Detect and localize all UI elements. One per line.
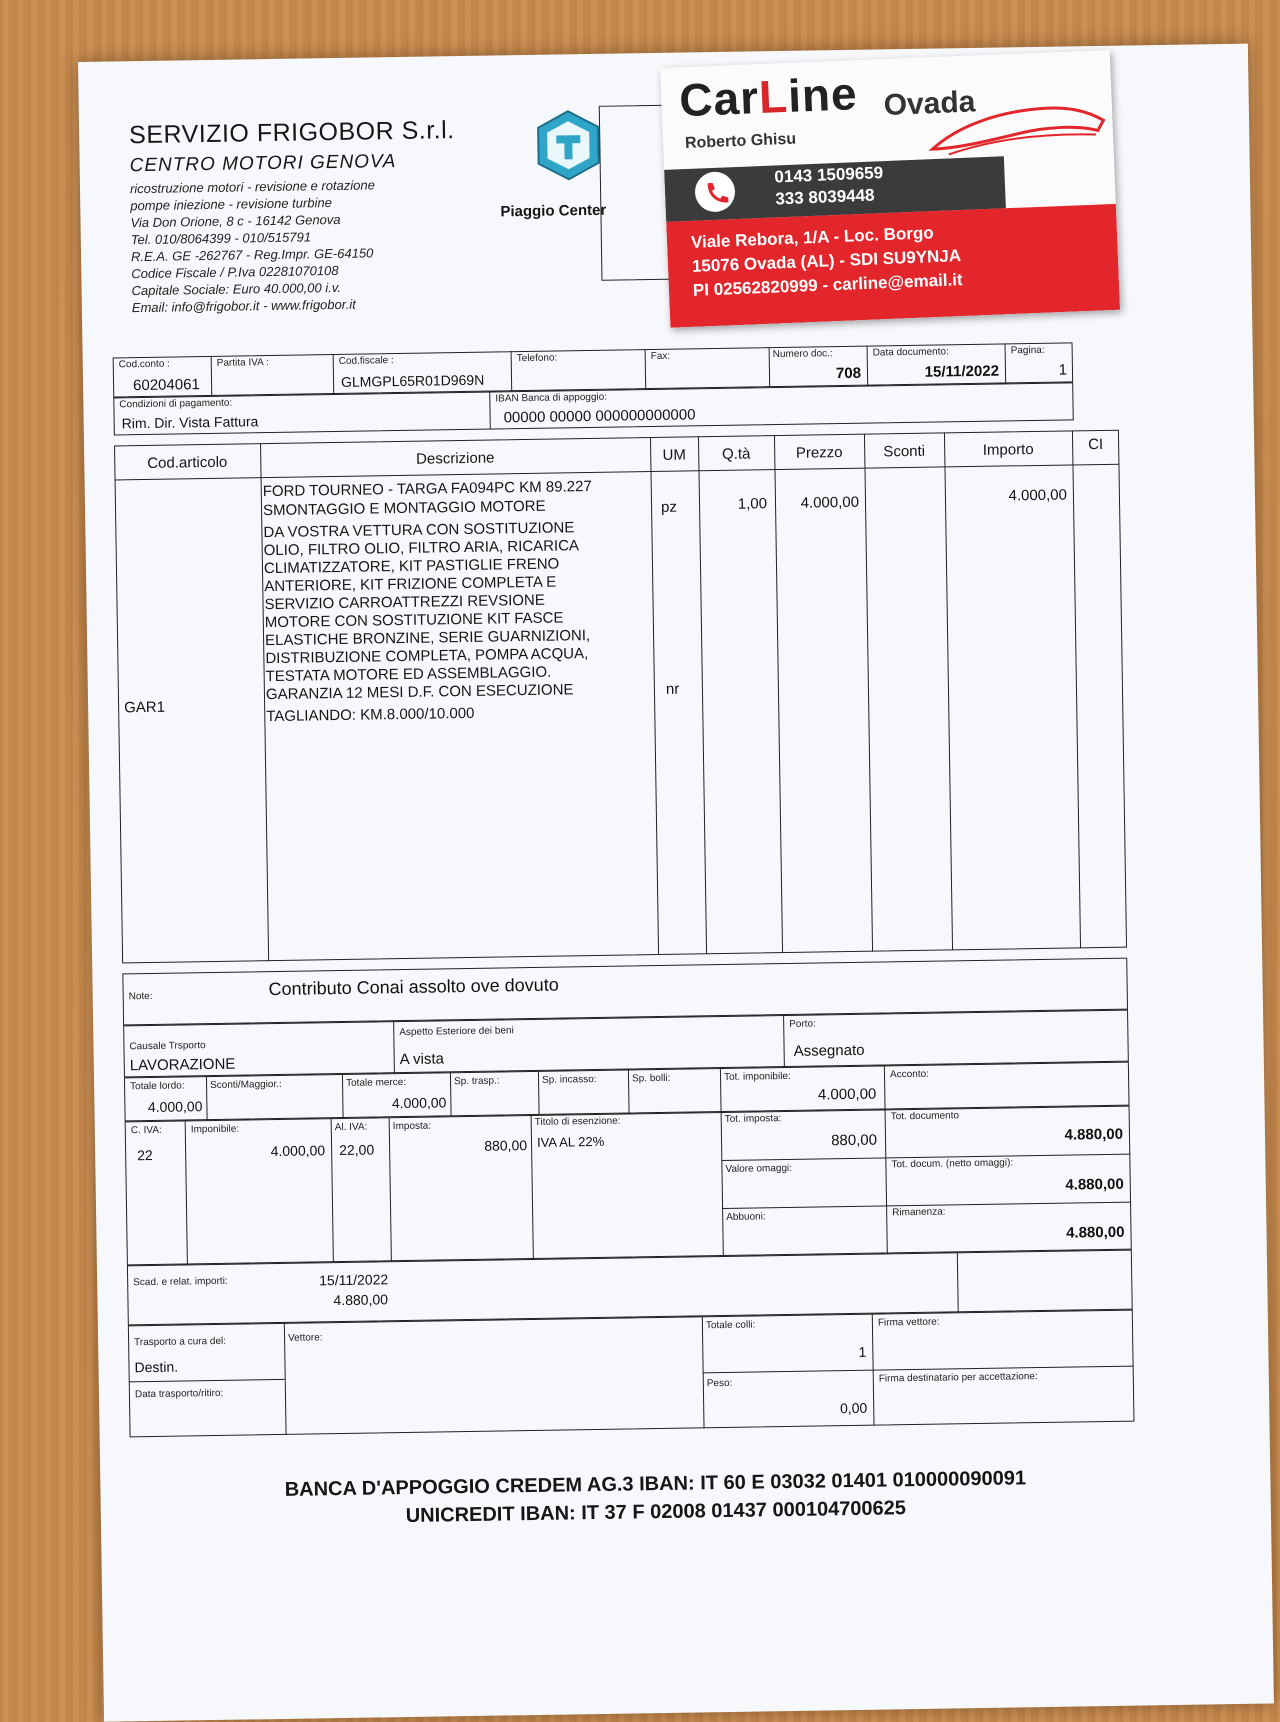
sp-incasso-label: Sp. incasso: — [541, 1073, 597, 1086]
bank-line-2: UNICREDIT IBAN: IT 37 F 02008 01437 000104700625 — [405, 1497, 907, 1528]
card-city: Ovada — [883, 85, 976, 123]
data-trasporto-label: Data trasporto/ritiro: — [134, 1387, 224, 1401]
cod-fiscale-value: GLMGPL65R01D969N — [340, 371, 485, 390]
card-phone-1: 0143 1509659 — [774, 163, 884, 187]
col-header-qta: Q.tà — [721, 445, 751, 463]
firma-vettore-label: Firma vettore: — [877, 1316, 940, 1329]
col-header-um: UM — [662, 446, 687, 464]
imposta-label: Imposta: — [392, 1120, 432, 1133]
iban-label: IBAN Banca di appoggio: — [495, 391, 608, 405]
totale-colli-label: Totale colli: — [705, 1319, 756, 1332]
company-subtitle: CENTRO MOTORI GENOVA — [129, 151, 397, 177]
causale-value: LAVORAZIONE — [129, 1055, 236, 1075]
firma-destinatario-label: Firma destinatario per accettazione: — [878, 1371, 1038, 1385]
card-address-line: PI 02562820999 - carline@email.it — [692, 270, 963, 300]
tot-netto-label: Tot. docum. (netto omaggi): — [891, 1157, 1014, 1171]
cod-conto-label: Cod.conto : — [118, 358, 170, 371]
al-iva-label: Al. IVA: — [334, 1121, 368, 1134]
description-line: MOTORE CON SOSTITUZIONE KIT FASCE — [264, 609, 564, 632]
cod-articolo-value: GAR1 — [124, 698, 166, 717]
company-info-line: ricostruzione motori - revisione e rotazione — [129, 177, 376, 197]
description-line: SMONTAGGIO E MONTAGGIO MOTORE — [262, 497, 546, 520]
totale-lordo-label: Totale lordo: — [130, 1080, 185, 1093]
card-address-line: Viale Rebora, 1/A - Loc. Borgo — [690, 223, 934, 252]
totale-lordo-value: 4.000,00 — [147, 1098, 203, 1116]
cod-conto-value: 60204061 — [132, 376, 200, 395]
tot-netto-value: 4.880,00 — [1065, 1175, 1124, 1194]
imponibile-value: 4.000,00 — [270, 1142, 326, 1160]
card-phone-2: 333 8039448 — [774, 185, 875, 209]
condizioni-label: Condizioni di pagamento: — [119, 397, 233, 411]
titolo-esenzione-label: Titolo di esenzione: — [534, 1115, 621, 1128]
card-brand-red: L — [757, 69, 790, 124]
business-card — [660, 50, 1120, 328]
imposta-value: 880,00 — [484, 1137, 528, 1154]
porto-value: Assegnato — [793, 1041, 865, 1060]
trasporto-label: Trasporto a cura del: — [134, 1335, 227, 1349]
tot-imponibile-value: 4.000,00 — [817, 1085, 877, 1104]
tot-imponibile-label: Tot. imponibile: — [723, 1070, 791, 1083]
totale-colli-value: 1 — [858, 1343, 867, 1360]
phone-icon — [694, 171, 736, 213]
col-header-cod-articolo: Cod.articolo — [147, 453, 228, 472]
trasporto-value: Destin. — [134, 1358, 179, 1376]
importo-value: 4.000,00 — [1008, 486, 1068, 505]
description-line: ANTERIORE, KIT FRIZIONE COMPLETA E — [264, 573, 557, 596]
peso-label: Peso: — [706, 1377, 733, 1390]
prezzo-value: 4.000,00 — [800, 493, 860, 512]
condizioni-value: Rim. Dir. Vista Fattura — [121, 413, 259, 432]
telefono-label: Telefono: — [516, 352, 558, 365]
company-info-line: Via Don Orione, 8 c - 16142 Genova — [130, 211, 341, 231]
company-info-line: Capitale Sociale: Euro 40.000,00 i.v. — [131, 279, 342, 299]
description-line: DISTRIBUZIONE COMPLETA, POMPA ACQUA, — [265, 645, 589, 668]
col-header-sconti: Sconti — [883, 442, 926, 461]
aspetto-value: A vista — [399, 1050, 445, 1069]
description-line: DA VOSTRA VETTURA CON SOSTITUZIONE — [263, 519, 575, 542]
card-brand-suffix: ine — [787, 67, 859, 122]
partita-iva-label: Partita IVA : — [216, 357, 269, 369]
description-line: GARANZIA 12 MESI D.F. CON ESECUZIONE — [265, 681, 574, 704]
company-info-line: Tel. 010/8064399 - 010/515791 — [130, 229, 312, 248]
sp-trasp-label: Sp. trasp.: — [453, 1075, 500, 1088]
um-value: pz — [660, 498, 678, 516]
card-address-line: 15076 Ovada (AL) - SDI SU9YNJA — [691, 246, 962, 276]
um-value-2: nr — [665, 680, 680, 698]
tot-imposta-label: Tot. imposta: — [724, 1113, 782, 1125]
aspetto-label: Aspetto Esteriore dei beni — [399, 1025, 514, 1039]
note-text: Contributo Conai assolto ove dovuto — [268, 974, 559, 1000]
col-header-importo: Importo — [982, 441, 1034, 459]
tot-documento-label: Tot. documento — [890, 1110, 960, 1123]
scadenze-label: Scad. e relat. importi: — [133, 1275, 228, 1289]
piaggio-center-label: Piaggio Center — [500, 201, 607, 221]
description-line: SERVIZIO CARROATTREZZI REVSIONE — [264, 591, 545, 614]
vettore-label: Vettore: — [287, 1332, 323, 1344]
company-info-line: R.E.A. GE -262767 - Reg.Impr. GE-64150 — [130, 245, 374, 265]
pagina-value: 1 — [1058, 361, 1068, 379]
rimanenza-label: Rimanenza: — [892, 1206, 946, 1219]
abbuoni-label: Abbuoni: — [726, 1211, 766, 1223]
card-brand-prefix: Car — [678, 71, 761, 127]
sp-bolli-label: Sp. bolli: — [631, 1072, 671, 1085]
piaggio-logo — [534, 109, 603, 182]
tot-documento-value: 4.880,00 — [1064, 1125, 1124, 1144]
al-iva-value: 22,00 — [338, 1141, 375, 1159]
totale-merce-value: 4.000,00 — [391, 1094, 447, 1112]
imponibile-label: Imponibile: — [190, 1123, 240, 1136]
company-name: SERVIZIO FRIGOBOR S.r.l. — [128, 116, 455, 150]
col-header-ci: CI — [1088, 435, 1104, 454]
description-line: OLIO, FILTRO OLIO, FILTRO ARIA, RICARICA — [263, 537, 580, 560]
pagina-label: Pagina: — [1010, 344, 1045, 357]
description-line: CLIMATIZZATORE, KIT PASTIGLIE FRENO — [263, 555, 560, 578]
numero-doc-value: 708 — [835, 364, 862, 383]
tot-imposta-value: 880,00 — [831, 1131, 878, 1150]
data-doc-value: 15/11/2022 — [924, 362, 1000, 381]
description-line: TAGLIANDO: KM.8.000/10.000 — [266, 704, 475, 726]
c-iva-value: 22 — [137, 1146, 153, 1164]
totale-merce-label: Totale merce: — [345, 1076, 407, 1089]
company-info-line: pompe iniezione - revisione turbine — [130, 195, 332, 214]
description-line: FORD TOURNEO - TARGA FA094PC KM 89.227 — [262, 477, 592, 501]
c-iva-label: C. IVA: — [130, 1124, 162, 1137]
sconti-label: Sconti/Maggior.: — [210, 1078, 282, 1092]
qta-value: 1,00 — [737, 495, 768, 513]
col-header-descrizione: Descrizione — [415, 449, 495, 468]
valore-omaggi-label: Valore omaggi: — [725, 1162, 793, 1175]
peso-value: 0,00 — [839, 1399, 868, 1417]
card-brand — [678, 66, 858, 127]
cod-fiscale-label: Cod.fiscale : — [338, 355, 394, 367]
fax-label: Fax: — [650, 350, 671, 363]
acconto-label: Acconto: — [889, 1068, 930, 1081]
company-info-line: Email: info@frigobor.it - www.frigobor.it — [131, 296, 356, 316]
scadenze-date: 15/11/2022 — [319, 1271, 389, 1289]
data-doc-label: Data documento: — [872, 346, 949, 359]
titolo-esenzione-value: IVA AL 22% — [536, 1133, 605, 1150]
scadenze-amount: 4.880,00 — [333, 1291, 389, 1309]
col-header-prezzo: Prezzo — [795, 444, 843, 462]
card-person: Roberto Ghisu — [684, 130, 797, 153]
description-line: TESTATA MOTORE ED ASSEMBLAGGIO. — [265, 663, 552, 686]
description-line: ELASTICHE BRONZINE, SERIE GUARNIZIONI, — [264, 627, 591, 650]
iban-value: 00000 00000 000000000000 — [503, 406, 696, 427]
numero-doc-label: Numero doc.: — [772, 348, 833, 361]
bank-line-1: BANCA D'APPOGGIO CREDEM AG.3 IBAN: IT 60 E 03032 01401 010000090091 — [284, 1467, 1027, 1501]
rimanenza-value: 4.880,00 — [1065, 1223, 1125, 1242]
causale-label: Causale Trsporto — [129, 1040, 206, 1053]
car-silhouette-icon — [926, 90, 1108, 161]
porto-label: Porto: — [789, 1018, 816, 1030]
note-label: Note: — [128, 990, 153, 1003]
company-info-line: Codice Fiscale / P.Iva 02281070108 — [131, 262, 339, 282]
